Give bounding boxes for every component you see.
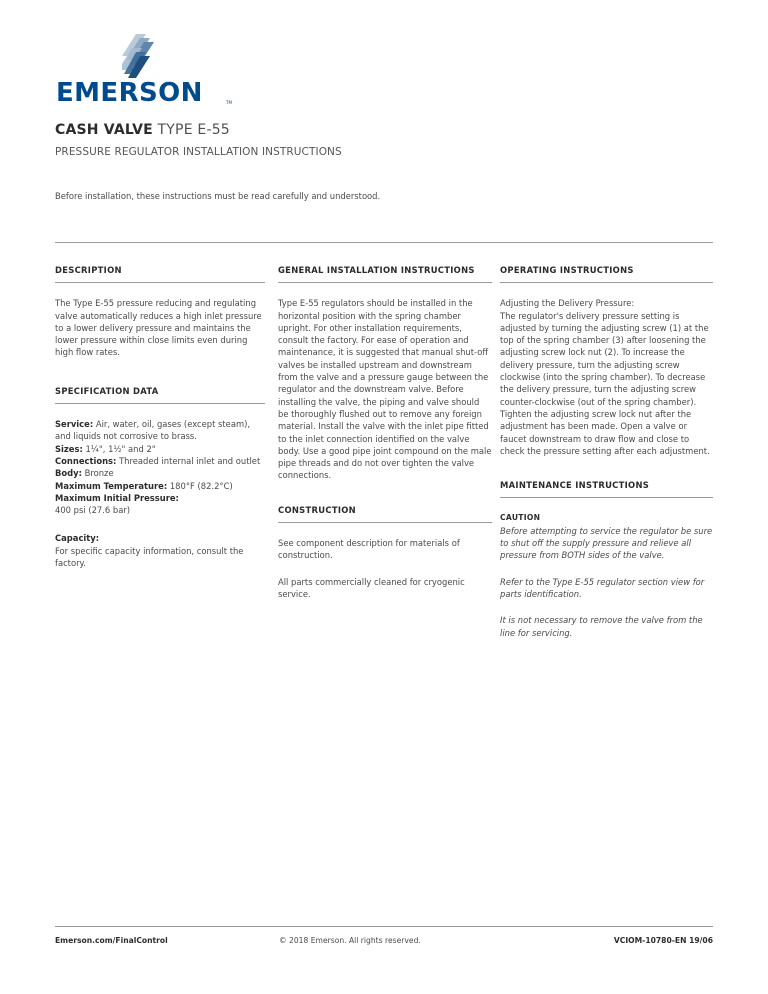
capacity-label [55,532,265,544]
capacity-text: For specific capacity information, consult the factory. [55,545,244,569]
caution-text: Before attempting to service the regulator be sure to shut off the supply pressure and relieve all pressure from BOTH sides of the valve. [500,525,713,561]
spec-max-temp [55,480,265,492]
emerson-logo-mark-icon [122,34,154,78]
spec-body-value: Bronze [81,468,114,479]
spec-sizes-label: Sizes: [55,443,83,454]
spec-max-temp-value: 180°F (82.2°C) [167,480,233,491]
spec-body-label: Body: [55,468,82,479]
trademark-symbol: TM [226,100,232,105]
emerson-wordmark: EMERSON [56,78,203,108]
column-operating [500,264,713,653]
maintenance-text-3: It is not necessary to remove the valve from the line for servicing. [500,615,703,638]
spec-max-temp-label: Maximum Temperature: [55,480,168,491]
spec-service [55,418,265,443]
spec-sizes-value: 1¼", 1½" and 2" [82,443,156,454]
spec-connections-label: Connections: [55,455,117,466]
description-text: The Type E-55 pressure reducing and regulating valve automatically reduces a high inlet pressure to a lower delivery pressure and maintains the lower pressure within close limits even during high flow rates. [55,298,262,358]
spec-connections-value: Threaded internal inlet and outlet [116,455,261,466]
spec-max-pressure-value: 400 psi (27.6 bar) [55,505,131,516]
specification-list [55,418,265,516]
top-divider [55,242,713,243]
operating-heading: OPERATING INSTRUCTIONS [500,264,713,283]
page-subtitle: PRESSURE REGULATOR INSTALLATION INSTRUCTIONS [55,146,342,158]
intro-text: Before installation, these instructions must be read carefully and understood. [55,191,381,201]
spec-service-value: Air, water, oil, gases (except steam), and liquids not corrosive to brass. [55,419,251,442]
column-installation [278,264,492,614]
spec-max-pressure-label [55,492,265,504]
operating-text: The regulator's delivery pressure setting is adjusted by turning the adjusting screw (1) at the top of the spring chamber (3) after loosening the adjusting screw lock nut (2). To increase the delivery pressure, turn the adjusting screw clockwise (into the spring chamber). To decrease the delivery pressure, turn the adjusting screw counter-clockwise (out of the spring chamber). Tighten the adjusting screw lock nut after the adjustment has been made. Open a valve or faucet downstream to draw flow and close to check the pressure setting after each adjustment. [500,310,710,456]
capacity-label-text: Capacity: [55,533,100,544]
bottom-divider [55,926,713,927]
spec-sizes [55,443,265,455]
maintenance-heading: MAINTENANCE INSTRUCTIONS [500,479,713,498]
footer-doc-code: VCIOM-10780-EN 19/06 [613,936,713,945]
operating-subheading: Adjusting the Delivery Pressure: [500,298,635,309]
title-brand: CASH VALVE [55,122,153,138]
column-description [55,264,265,569]
footer-copyright: © 2018 Emerson. All rights reserved. [279,936,421,945]
spec-connections [55,455,265,467]
description-heading: DESCRIPTION [55,264,265,283]
maintenance-text-2: Refer to the Type E-55 regulator section view for parts identification. [500,576,705,599]
spec-body [55,467,265,479]
footer-website: Emerson.com/FinalControl [55,936,168,945]
construction-text-2: All parts commercially cleaned for cryogenic service. [278,576,465,599]
caution-label: CAUTION [500,513,541,523]
construction-text-1: See component description for materials of construction. [278,538,460,561]
construction-heading: CONSTRUCTION [278,504,492,523]
general-installation-text: Type E-55 regulators should be installed in the horizontal position with the spring chamber upright. For other installation requirements, consult the factory. For ease of operation and maintenance, it is suggested that manual shut-off valves be installed upstream and downstream from the valve and a pressure gauge between the regulator and the downstream valve. Before installing the valve, the piping and valve should be thoroughly flushed out to remove any foreign material. Install the valve with the inlet pipe fitted to the inlet connection identified on the valve body. Use a good pipe joint compound on the male pipe threads and do not over tighten the valve connections. [278,298,492,481]
caution-block [500,512,713,561]
emerson-logo [56,34,236,108]
spec-max-pressure-label-text: Maximum Initial Pressure: [55,492,179,503]
page-title [55,122,230,138]
title-type: TYPE E-55 [152,122,230,138]
general-installation-heading: GENERAL INSTALLATION INSTRUCTIONS [278,264,492,283]
specification-heading: SPECIFICATION DATA [55,385,265,404]
spec-service-label: Service: [55,419,94,430]
